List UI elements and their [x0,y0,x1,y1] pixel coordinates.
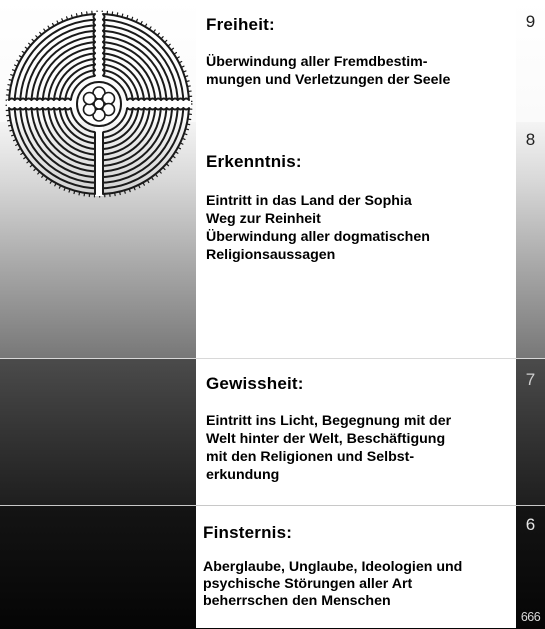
footer-number: 666 [520,610,541,624]
level-number: 9 [525,12,536,31]
level-title: Freiheit: [206,15,275,34]
level-8-panel [196,122,516,358]
level-7-panel [196,359,516,505]
level-number: 7 [525,370,536,389]
level-6-panel [196,506,516,628]
level-description: Überwindung aller Fremdbestim- mungen und Verletzungen der Seele [206,54,451,88]
level-description: Eintritt in das Land der Sophia Weg zur Reinheit Überwindung aller dogmatischen Religionsaussagen [206,193,430,263]
level-description: Eintritt ins Licht, Begegnung mit der Welt hinter der Welt, Beschäftigung mit den Religionen und Selbst- erkundung [206,413,452,483]
level-title: Gewissheit: [206,374,304,393]
level-number: 8 [525,130,536,149]
chartres-labyrinth-icon [4,9,194,199]
level-description: Aberglaube, Unglaube, Ideologien und psychische Störungen aller Art beherrschen den Menschen [203,559,463,609]
level-9-panel [196,0,516,122]
level-title: Finsternis: [203,523,293,542]
level-number: 6 [525,515,536,534]
level-title: Erkenntnis: [206,152,302,171]
